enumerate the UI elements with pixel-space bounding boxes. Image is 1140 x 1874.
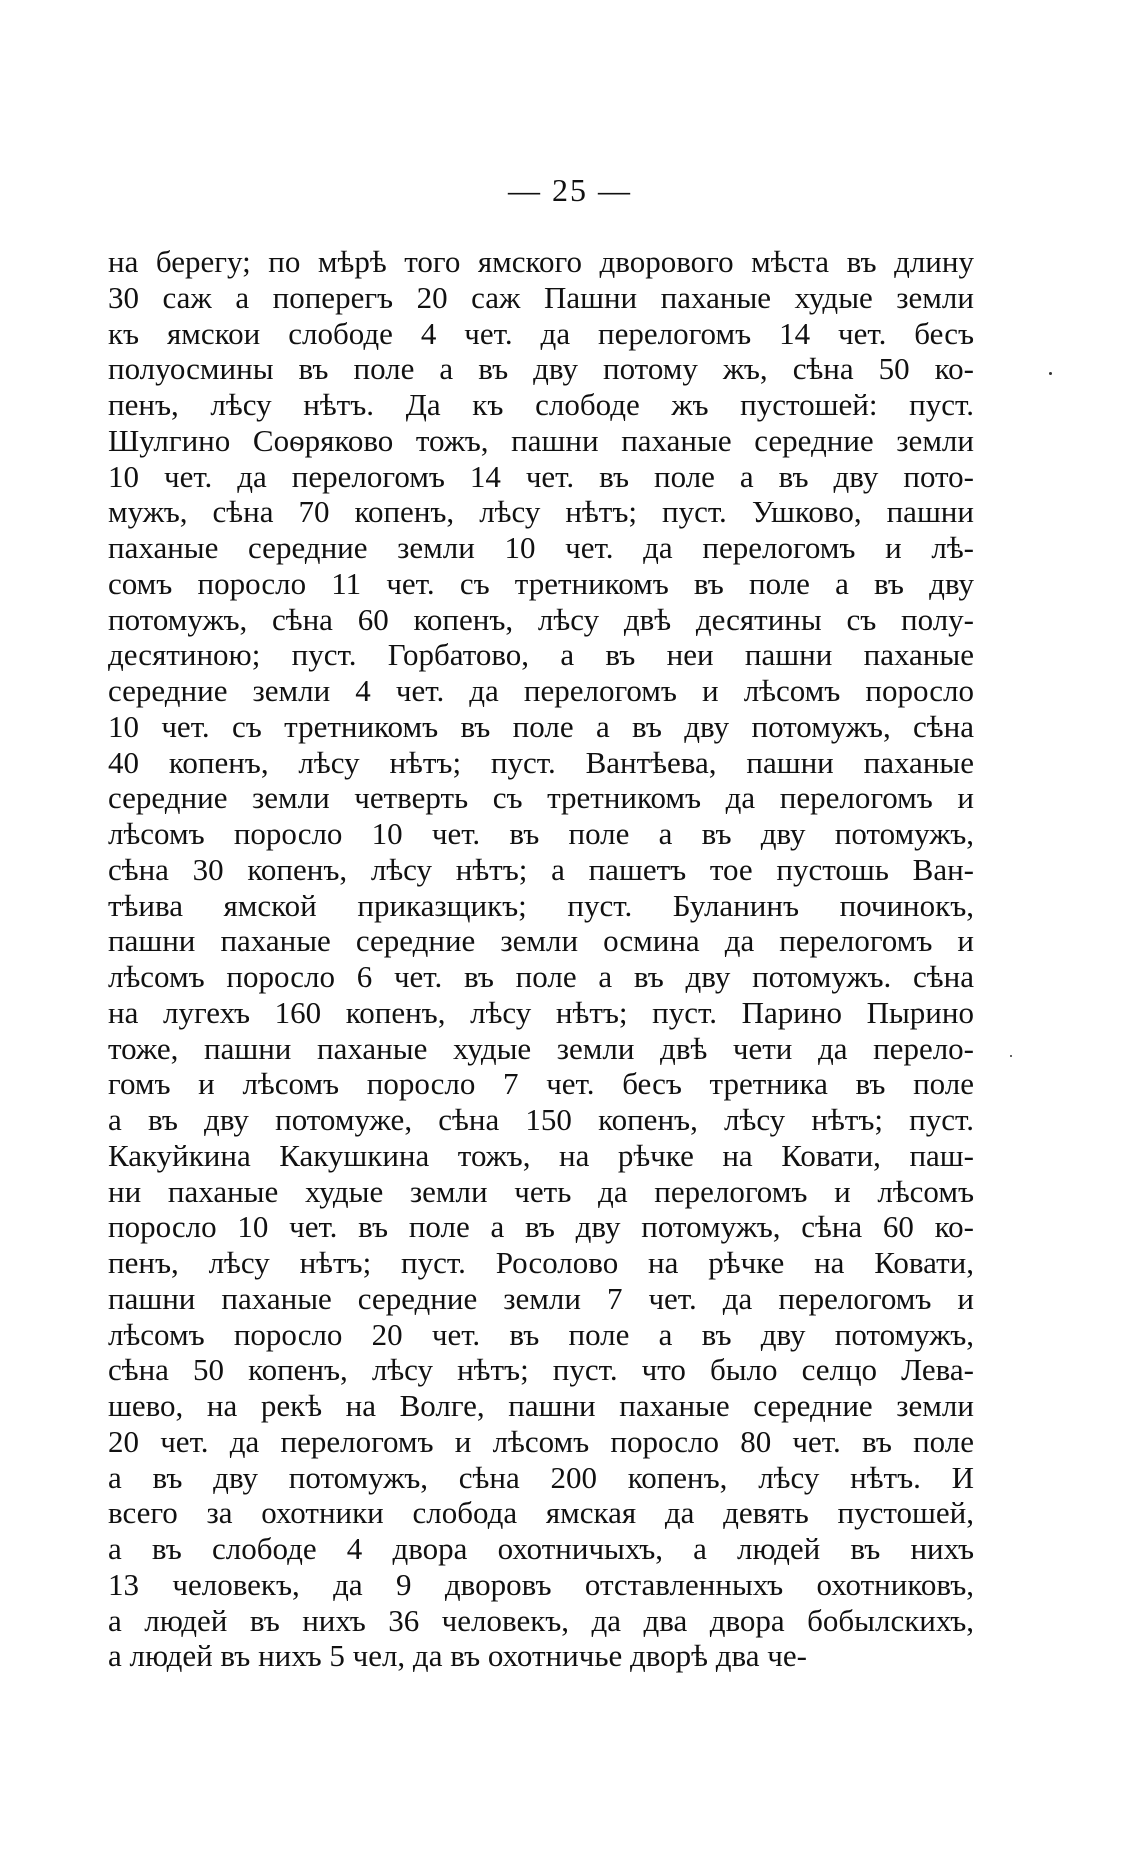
text-line: шево, на рекѣ на Волге, пашни паханые середние земли (108, 1388, 974, 1423)
text-line: 13 человекъ, да 9 дворовъ отставленныхъ охотниковъ, (108, 1566, 974, 1602)
text-line: 30 саж а поперегъ 20 саж Пашни паханые худые земли (108, 279, 974, 315)
text-line: полуосмины въ поле а въ дву потому жъ, сѣна 50 ко- (108, 351, 974, 387)
text-line: сѣна 30 копенъ, лѣсу нѣтъ; а пашетъ тое пустошь Ван- (108, 851, 974, 887)
text-line: лѣсомъ поросло 6 чет. въ поле а въ дву потомужъ. сѣна (108, 959, 974, 994)
text-line: десятиною; пуст. Горбатово, а въ неи пашни паханые (108, 637, 974, 673)
text-line: 10 чет. съ третникомъ въ поле а въ дву потомужъ, сѣна (108, 708, 974, 744)
text-line: 20 чет. да перелогомъ и лѣсомъ поросло 80 чет. въ поле (108, 1423, 974, 1459)
print-speck (1049, 372, 1052, 375)
text-line: ни паханые худые земли четь да перелогомъ и лѣсомъ (108, 1173, 974, 1209)
text-line: паханые середние земли 10 чет. да перелогомъ и лѣ- (108, 530, 974, 565)
text-line: 10 чет. да перелогомъ 14 чет. въ поле а въ дву пото- (108, 458, 974, 494)
text-line: а въ слободе 4 двора охотничыхъ, а людей въ нихъ (108, 1531, 974, 1566)
text-line: пашни паханые середние земли осмина да перелогомъ и (108, 923, 974, 959)
text-line: гомъ и лѣсомъ поросло 7 чет. бесъ третника въ поле (108, 1066, 974, 1102)
text-line: середние земли четверть съ третникомъ да перелогомъ и (108, 780, 974, 816)
text-line: пашни паханые середние земли 7 чет. да перелогомъ и (108, 1280, 974, 1316)
page-number: — 25 — (508, 172, 632, 208)
text-line: а въ дву потомуже, сѣна 150 копенъ, лѣсу нѣтъ; пуст. (108, 1102, 974, 1137)
text-line: сомъ поросло 11 чет. съ третникомъ въ поле а въ дву (108, 565, 974, 601)
text-line: на берегу; по мѣрѣ того ямского дворового мѣста въ длину (108, 244, 974, 279)
text-line: пенъ, лѣсу нѣтъ. Да къ слободе жъ пустошей: пуст. (108, 387, 974, 422)
text-line: тоже, пашни паханые худые земли двѣ чети да перело- (108, 1030, 974, 1066)
text-line: поросло 10 чет. въ поле а въ дву потомужъ, сѣна 60 ко- (108, 1209, 974, 1245)
text-line: а людей въ нихъ 5 чел, да въ охотничье дворѣ два че- (108, 1638, 807, 1674)
text-line: пенъ, лѣсу нѣтъ; пуст. Росолово на рѣчке на Ковати, (108, 1245, 974, 1280)
text-line: сѣна 50 копенъ, лѣсу нѣтъ; пуст. что было селцо Лева- (108, 1352, 974, 1388)
text-line: а въ дву потомужъ, сѣна 200 копенъ, лѣсу нѣтъ. И (108, 1459, 974, 1495)
text-line: тѣива ямской приказщикъ; пуст. Буланинъ починокъ, (108, 887, 974, 923)
text-line: 40 копенъ, лѣсу нѣтъ; пуст. Вантѣева, пашни паханые (108, 744, 974, 780)
text-line: Шулгино Соѳряково тожъ, пашни паханые середние земли (108, 422, 974, 458)
text-line: на лугехъ 160 копенъ, лѣсу нѣтъ; пуст. Парино Пырино (108, 994, 974, 1030)
text-line: лѣсомъ поросло 20 чет. въ поле а въ дву потомужъ, (108, 1316, 974, 1352)
text-line: къ ямскои слободе 4 чет. да перелогомъ 14 чет. бесъ (108, 315, 974, 351)
text-line: лѣсомъ поросло 10 чет. въ поле а въ дву потомужъ, (108, 816, 974, 851)
print-speck (1010, 1055, 1012, 1057)
body-text (108, 244, 974, 1674)
text-line: середние земли 4 чет. да перелогомъ и лѣсомъ поросло (108, 673, 974, 708)
text-line: потомужъ, сѣна 60 копенъ, лѣсу двѣ десятины съ полу- (108, 601, 974, 637)
text-line: всего за охотники слобода ямская да девять пустошей, (108, 1495, 974, 1531)
text-line: Какуйкина Какушкина тожъ, на рѣчке на Ковати, паш- (108, 1137, 974, 1173)
text-line: мужъ, сѣна 70 копенъ, лѣсу нѣтъ; пуст. Ушково, пашни (108, 494, 974, 530)
text-line: а людей въ нихъ 36 человекъ, да два двора бобылскихъ, (108, 1602, 974, 1638)
